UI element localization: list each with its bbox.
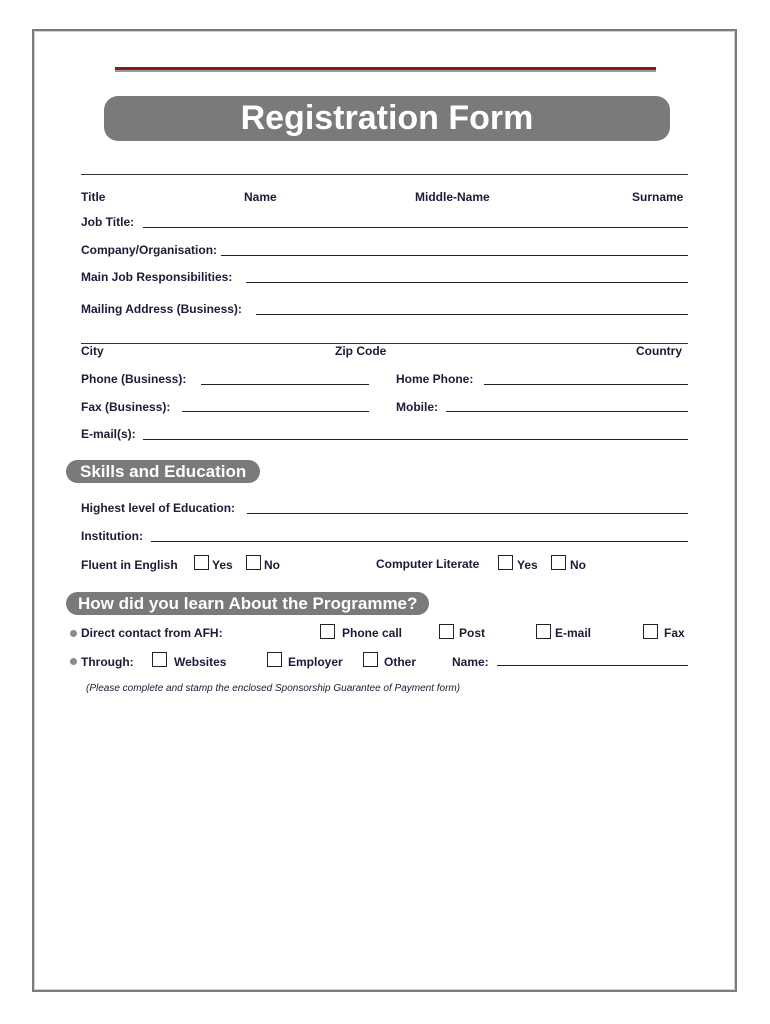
label-through: Through: <box>81 655 134 669</box>
label-email: E-mail(s): <box>81 427 136 441</box>
email-label: E-mail <box>555 626 592 640</box>
fax-checkbox[interactable] <box>643 624 658 639</box>
label-zip-code: Zip Code <box>335 344 387 358</box>
label-city: City <box>81 344 104 358</box>
label-fluent-english: Fluent in English <box>81 558 178 572</box>
company-field[interactable] <box>221 255 688 256</box>
post-checkbox[interactable] <box>439 624 454 639</box>
employer-label: Employer <box>288 655 343 669</box>
responsibilities-field[interactable] <box>246 282 688 283</box>
education-field[interactable] <box>247 513 688 514</box>
computer-no-checkbox[interactable] <box>551 555 566 570</box>
label-name: Name <box>244 190 277 204</box>
other-label: Other <box>384 655 417 669</box>
phone-call-label: Phone call <box>342 626 403 640</box>
bullet-icon <box>70 630 77 637</box>
label-education: Highest level of Education: <box>81 501 236 515</box>
label-institution: Institution: <box>81 529 143 543</box>
label-direct-contact: Direct contact from AFH: <box>81 626 223 640</box>
label-company: Company/Organisation: <box>81 243 218 257</box>
fluent-no-label: No <box>264 558 280 572</box>
label-title: Title <box>81 190 106 204</box>
other-checkbox[interactable] <box>363 652 378 667</box>
label-home-phone: Home Phone: <box>396 372 474 386</box>
websites-checkbox[interactable] <box>152 652 167 667</box>
label-responsibilities: Main Job Responsibilities: <box>81 270 233 284</box>
fluent-no-checkbox[interactable] <box>246 555 261 570</box>
home-phone-field[interactable] <box>484 384 688 385</box>
label-middle-name: Middle-Name <box>415 190 490 204</box>
post-label: Post <box>459 626 486 640</box>
fluent-yes-label: Yes <box>212 558 233 572</box>
employer-checkbox[interactable] <box>267 652 282 667</box>
fluent-yes-checkbox[interactable] <box>194 555 209 570</box>
websites-label: Websites <box>174 655 227 669</box>
computer-yes-label: Yes <box>517 558 538 572</box>
learn-heading: How did you learn About the Programme? <box>66 592 429 615</box>
label-country: Country <box>636 344 682 358</box>
name-top-rule <box>81 174 688 175</box>
label-name-field: Name: <box>452 655 489 669</box>
bullet-icon <box>70 658 77 665</box>
computer-yes-checkbox[interactable] <box>498 555 513 570</box>
mobile-field[interactable] <box>446 411 688 412</box>
email-field[interactable] <box>143 439 688 440</box>
computer-no-label: No <box>570 558 586 572</box>
label-fax-business: Fax (Business): <box>81 400 171 414</box>
fax-label: Fax <box>664 626 685 640</box>
job-title-field[interactable] <box>143 227 688 228</box>
label-surname: Surname <box>632 190 684 204</box>
label-mobile: Mobile: <box>396 400 438 414</box>
name-field[interactable] <box>497 665 688 666</box>
label-mailing-address: Mailing Address (Business): <box>81 302 242 316</box>
label-job-title: Job Title: <box>81 215 135 229</box>
skills-heading: Skills and Education <box>66 460 260 483</box>
header-rule <box>115 67 656 72</box>
email-checkbox[interactable] <box>536 624 551 639</box>
label-phone-business: Phone (Business): <box>81 372 187 386</box>
phone-call-checkbox[interactable] <box>320 624 335 639</box>
institution-field[interactable] <box>151 541 688 542</box>
label-computer-literate: Computer Literate <box>376 557 480 571</box>
mailing-address-field[interactable] <box>256 314 688 315</box>
phone-business-field[interactable] <box>201 384 369 385</box>
fax-business-field[interactable] <box>182 411 369 412</box>
form-title: Registration Form <box>104 96 670 141</box>
sponsorship-note: (Please complete and stamp the enclosed Sponsorship Guarantee of Payment form) <box>86 683 461 694</box>
